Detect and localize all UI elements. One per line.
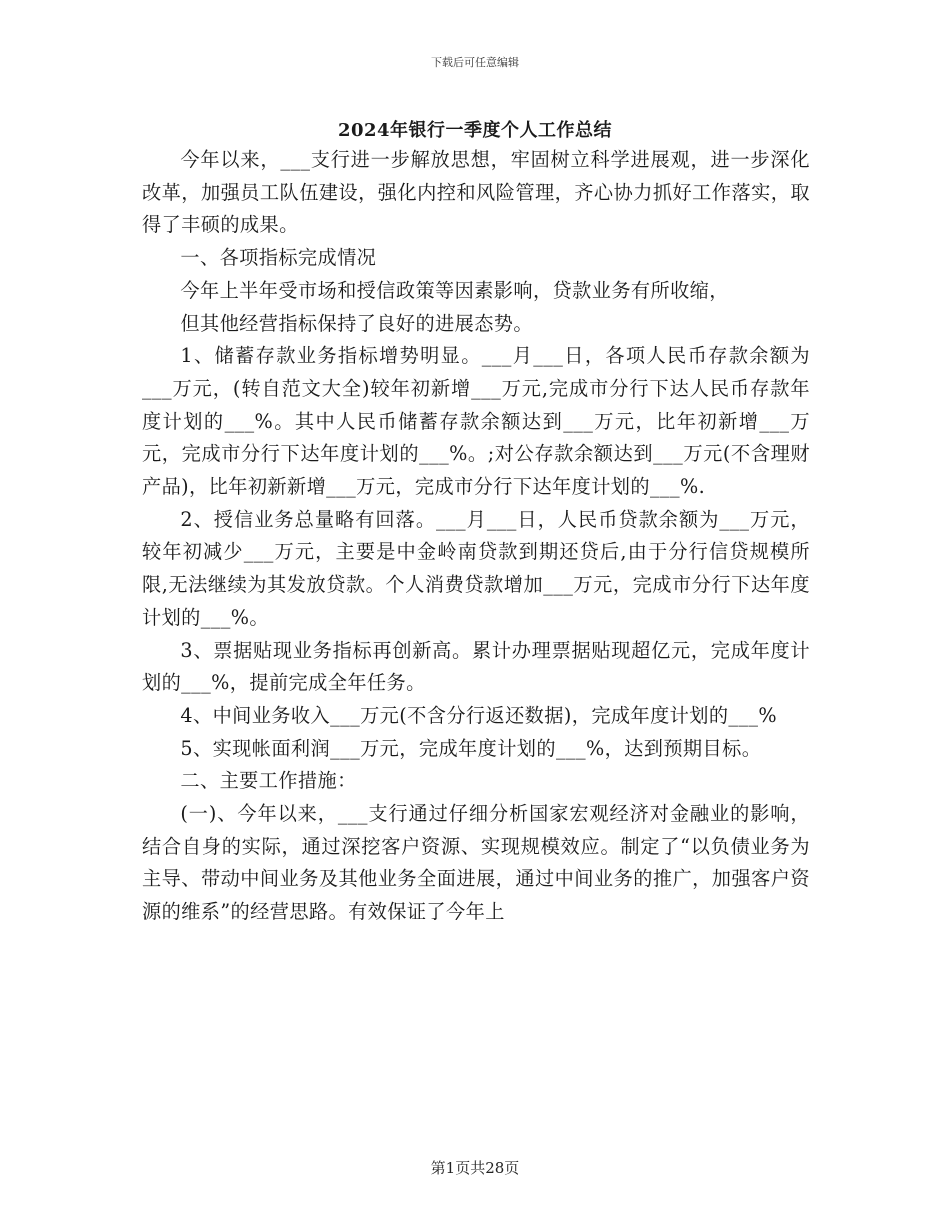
paragraph-item-1: 1、储蓄存款业务指标增势明显。___月___日，各项人民币存款余额为___万元，(转自范文大全)较年初新增___万元,完成市分行下达人民币存款年度计划的___%。其中人民币储蓄存款余额达到___万元，比年初新增___万元，完成市分行下达年度计划的___%。;对公存款余额达到___万元(不含理财产品)，比年初新新增___万元，完成市分行下达年度计划的___%. (142, 344, 810, 499)
paragraph-item-5: 5、实现帐面利润___万元，完成年度计划的___%，达到预期目标。 (180, 736, 762, 760)
paragraph-intro: 今年以来，___支行进一步解放思想，牢固树立科学进展观，进一步深化改革，加强员工队伍建设，强化内控和风险管理，齐心协力抓好工作落实，取得了丰硕的成果。 (142, 148, 810, 237)
section-heading-1: 一、各项指标完成情况 (180, 246, 377, 270)
paragraph-measure-1: (一)、今年以来，___支行通过仔细分析国家宏观经济对金融业的影响，结合自身的实际，通过深挖客户资源、实现规模效应。制定了“以负债业务为主导、带动中间业务及其他业务全面进展，通过中间业务的推广，加强客户资源的维系”的经营思路。有效保证了今年上 (142, 802, 810, 924)
paragraph-summary: 今年上半年受市场和授信政策等因素影响，贷款业务有所收缩， (180, 278, 729, 302)
paragraph-summary-continued: 但其他经营指标保持了良好的进展态势。 (180, 311, 533, 335)
section-heading-2: 二、主要工作措施： (180, 769, 357, 793)
document-body (142, 144, 810, 929)
paragraph-item-4: 4、中间业务收入___万元(不含分行返还数据)，完成年度计划的___% (180, 703, 778, 727)
paragraph-item-3: 3、票据贴现业务指标再创新高。累计办理票据贴现超亿元，完成年度计划的___%，提前完成全年任务。 (142, 638, 810, 695)
page-number: 第1页共28页 (430, 1159, 520, 1177)
paragraph-item-2: 2、授信业务总量略有回落。___月___日，人民币贷款余额为___万元，较年初减少___万元，主要是中金岭南贷款到期还贷后,由于分行信贷规模所限,无法继续为其发放贷款。个人消费贷款增加___万元，完成市分行下达年度计划的___%。 (142, 507, 810, 629)
header-note: 下载后可任意编辑 (431, 56, 519, 69)
document-title: 2024年银行一季度个人工作总结 (337, 120, 613, 141)
